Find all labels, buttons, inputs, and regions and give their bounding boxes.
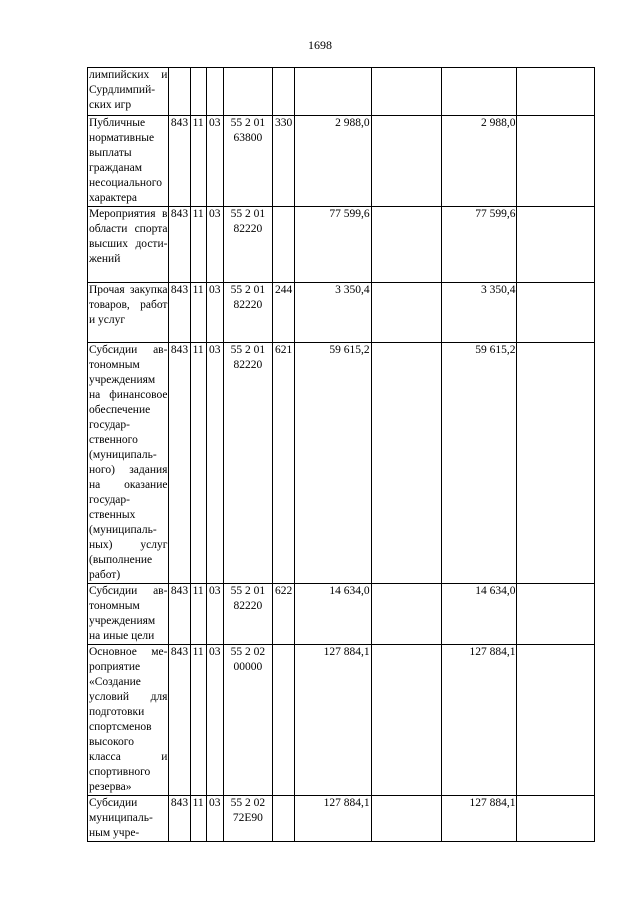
row-name-cell: Субсидии автономным учреждениям на финансовое обеспечение государственного (муниципального) задания на оказание государственных (муниципальных) услуг (выполнение работ) — [88, 343, 169, 584]
vr-cell — [273, 796, 295, 842]
pr-cell: 03 — [206, 207, 223, 283]
ved-cell: 843 — [169, 283, 190, 343]
row-name-cell: Основное мероприятие «Создание условий для подготовки спортсменов высокого класса и спортивного резерва» — [88, 645, 169, 796]
rz-cell: 11 — [190, 116, 206, 207]
pr-cell: 03 — [206, 343, 223, 584]
page-number: 1698 — [308, 38, 332, 52]
row-name-cell: Субсидии автономным учреждениям на иные цели — [88, 584, 169, 645]
csr-cell: 55 2 01 82220 — [223, 283, 272, 343]
rz-cell — [190, 68, 206, 116]
amount-cell-4 — [517, 207, 595, 283]
amount-cell-3 — [442, 68, 517, 116]
ved-cell — [169, 68, 190, 116]
rz-cell: 11 — [190, 343, 206, 584]
row-name-cell: Прочая закупка товаров, работ и услуг — [88, 283, 169, 343]
rz-cell: 11 — [190, 645, 206, 796]
row-name-cell: Субсидии муниципальным учре- — [88, 796, 169, 842]
csr-cell: 55 2 01 82220 — [223, 584, 272, 645]
ved-cell: 843 — [169, 584, 190, 645]
table-row — [88, 343, 595, 584]
vr-cell: 621 — [273, 343, 295, 584]
csr-cell: 55 2 02 72Е90 — [223, 796, 272, 842]
ved-cell: 843 — [169, 645, 190, 796]
table-row — [88, 796, 595, 842]
csr-cell: 55 2 01 82220 — [223, 207, 272, 283]
amount-cell-1: 14 634,0 — [295, 584, 371, 645]
amount-cell-4 — [517, 343, 595, 584]
amount-cell-1: 2 988,0 — [295, 116, 371, 207]
table-row — [88, 116, 595, 207]
amount-cell-4 — [517, 645, 595, 796]
vr-cell: 622 — [273, 584, 295, 645]
amount-cell-4 — [517, 796, 595, 842]
amount-cell-2 — [371, 584, 441, 645]
amount-cell-3: 127 884,1 — [442, 796, 517, 842]
csr-cell: 55 2 01 82220 — [223, 343, 272, 584]
pr-cell: 03 — [206, 283, 223, 343]
amount-cell-1 — [295, 68, 371, 116]
amount-cell-4 — [517, 68, 595, 116]
rz-cell: 11 — [190, 796, 206, 842]
rz-cell: 11 — [190, 283, 206, 343]
budget-table-body — [88, 68, 595, 842]
pr-cell: 03 — [206, 645, 223, 796]
row-name-cell: Мероприятия в области спорта высших достижений — [88, 207, 169, 283]
vr-cell: 330 — [273, 116, 295, 207]
amount-cell-1: 127 884,1 — [295, 645, 371, 796]
ved-cell: 843 — [169, 116, 190, 207]
vr-cell: 244 — [273, 283, 295, 343]
pr-cell — [206, 68, 223, 116]
rz-cell: 11 — [190, 584, 206, 645]
csr-cell — [223, 68, 272, 116]
amount-cell-1: 77 599,6 — [295, 207, 371, 283]
amount-cell-3: 59 615,2 — [442, 343, 517, 584]
amount-cell-2 — [371, 645, 441, 796]
amount-cell-3: 77 599,6 — [442, 207, 517, 283]
amount-cell-4 — [517, 116, 595, 207]
amount-cell-3: 2 988,0 — [442, 116, 517, 207]
amount-cell-2 — [371, 283, 441, 343]
amount-cell-2 — [371, 116, 441, 207]
pr-cell: 03 — [206, 584, 223, 645]
csr-cell: 55 2 01 63800 — [223, 116, 272, 207]
csr-cell: 55 2 02 00000 — [223, 645, 272, 796]
amount-cell-3: 3 350,4 — [442, 283, 517, 343]
table-row — [88, 283, 595, 343]
row-name-cell: лимпийских и Сурдлимпийских игр — [88, 68, 169, 116]
amount-cell-1: 59 615,2 — [295, 343, 371, 584]
amount-cell-2 — [371, 68, 441, 116]
table-row — [88, 207, 595, 283]
vr-cell — [273, 645, 295, 796]
amount-cell-4 — [517, 584, 595, 645]
ved-cell: 843 — [169, 796, 190, 842]
vr-cell — [273, 207, 295, 283]
ved-cell: 843 — [169, 343, 190, 584]
amount-cell-2 — [371, 207, 441, 283]
budget-table — [87, 67, 595, 842]
pr-cell: 03 — [206, 116, 223, 207]
amount-cell-4 — [517, 283, 595, 343]
amount-cell-2 — [371, 796, 441, 842]
amount-cell-3: 127 884,1 — [442, 645, 517, 796]
ved-cell: 843 — [169, 207, 190, 283]
row-name-cell: Публичные нормативные выплаты гражданам несоциального характера — [88, 116, 169, 207]
pr-cell: 03 — [206, 796, 223, 842]
rz-cell: 11 — [190, 207, 206, 283]
vr-cell — [273, 68, 295, 116]
table-row — [88, 645, 595, 796]
amount-cell-2 — [371, 343, 441, 584]
table-row — [88, 68, 595, 116]
table-row — [88, 584, 595, 645]
amount-cell-3: 14 634,0 — [442, 584, 517, 645]
amount-cell-1: 3 350,4 — [295, 283, 371, 343]
amount-cell-1: 127 884,1 — [295, 796, 371, 842]
